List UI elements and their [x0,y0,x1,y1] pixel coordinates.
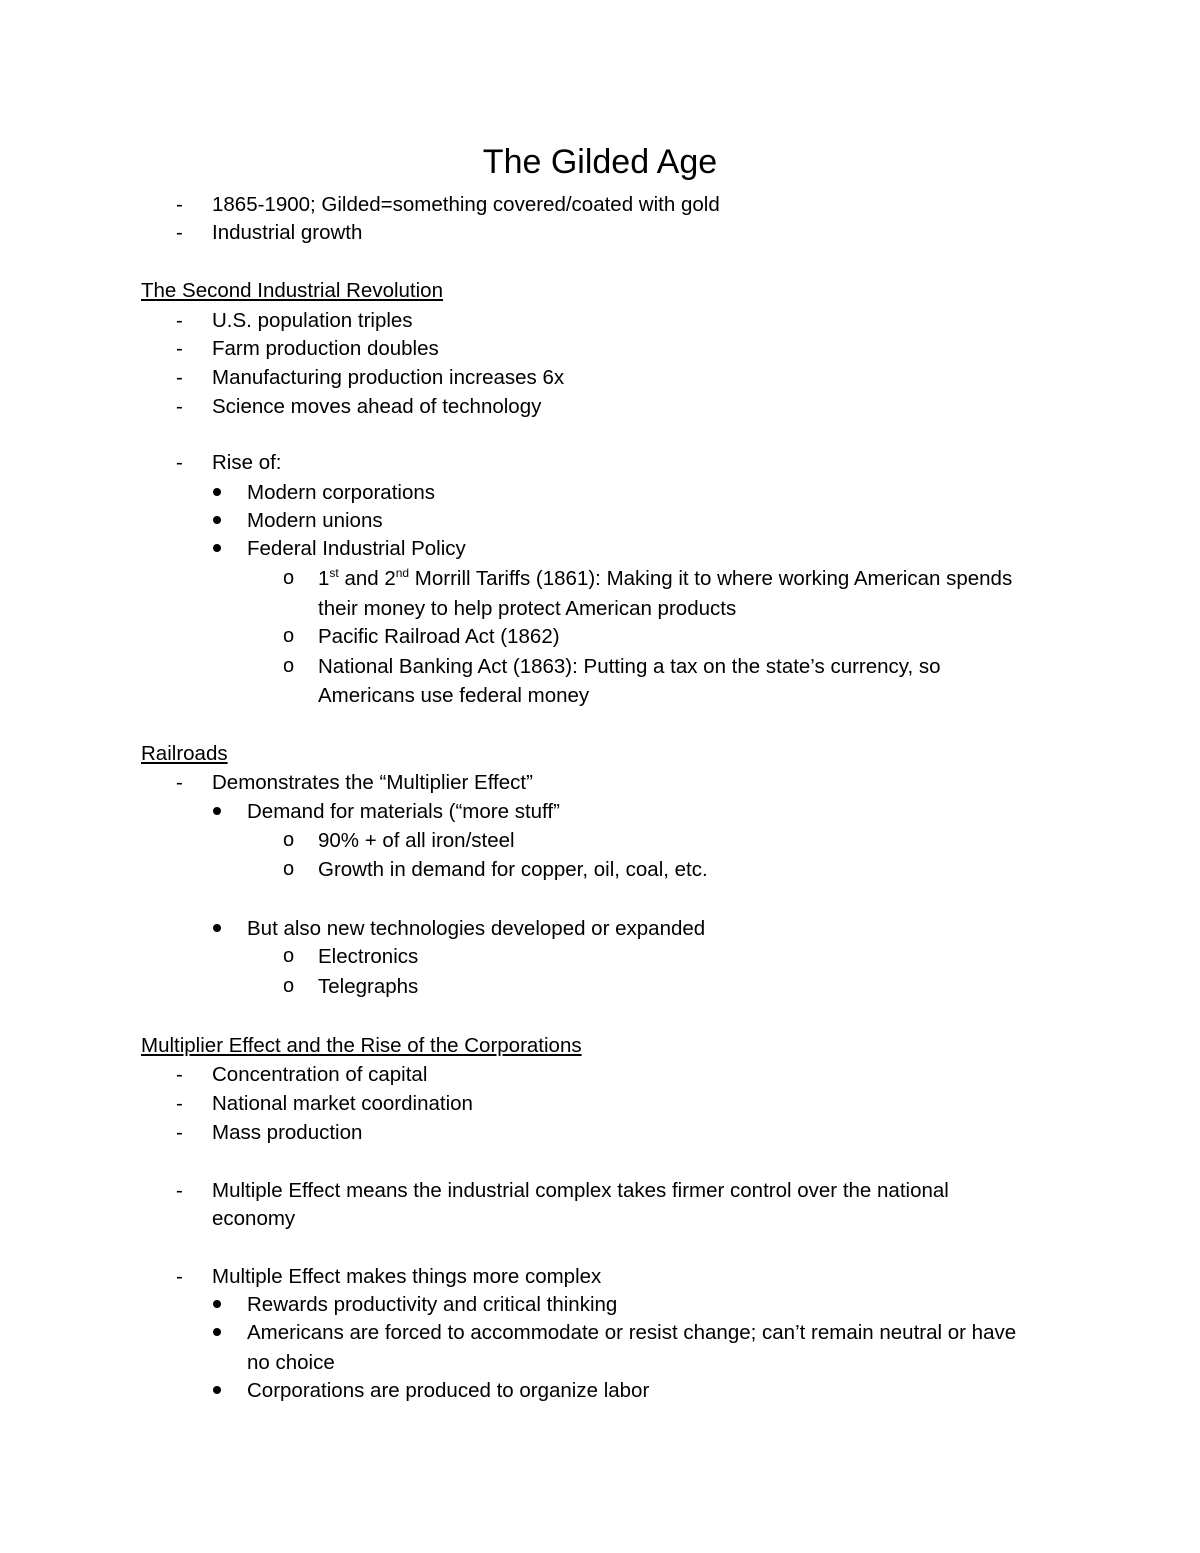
list-item-continuation: economy [212,1207,296,1230]
bullet-marker [213,544,221,552]
detail-item: 90% + of all iron/steel [318,829,515,852]
sub-item: Modern corporations [247,481,436,504]
dash-marker: - [176,309,183,332]
intro-item: Industrial growth [212,221,363,244]
policy-item: National Banking Act (1863): Putting a tax on the state’s currency, so [318,655,941,678]
circle-marker: o [283,829,295,851]
sub-item: Americans are forced to accommodate or resist change; can’t remain neutral or have [247,1321,1017,1344]
circle-marker: o [283,625,295,647]
list-item: U.S. population triples [212,309,413,332]
dash-marker: - [176,221,183,244]
section-heading: The Second Industrial Revolution [141,279,443,302]
detail-item: Telegraphs [318,975,419,998]
bullet-marker [213,1386,221,1394]
list-item: Multiple Effect means the industrial complex takes firmer control over the national [212,1179,949,1202]
page-title: The Gilded Age [482,143,718,181]
sub-item: Federal Industrial Policy [247,537,466,560]
circle-marker: o [283,945,295,967]
list-item: Demonstrates the “Multiplier Effect” [212,771,533,794]
section-heading: Railroads [141,742,228,765]
bullet-marker [213,1300,221,1308]
bullet-marker [213,924,221,932]
sub-item: Rewards productivity and critical thinking [247,1293,618,1316]
policy-item-continuation: their money to help protect American products [318,597,737,620]
circle-marker: o [283,975,295,997]
circle-marker: o [283,858,295,880]
list-item: Rise of: [212,451,282,474]
dash-marker: - [176,1179,183,1202]
bullet-marker [213,1328,221,1336]
ordinal: and 2 [338,567,396,590]
circle-marker: o [283,655,295,677]
dash-marker: - [176,337,183,360]
bullet-marker [213,807,221,815]
detail-item: Growth in demand for copper, oil, coal, etc. [318,858,708,881]
list-item: Multiple Effect makes things more complex [212,1265,602,1288]
intro-item: 1865-1900; Gilded=something covered/coated with gold [212,193,720,216]
list-item: Concentration of capital [212,1063,428,1086]
sub-item: Modern unions [247,509,383,532]
list-item: Mass production [212,1121,363,1144]
dash-marker: - [176,1265,183,1288]
ordinal-suffix: nd [395,566,410,581]
detail-item: Electronics [318,945,419,968]
policy-item-morrill [318,564,1012,593]
bullet-marker [213,516,221,524]
list-item: National market coordination [212,1092,473,1115]
sub-item: Demand for materials (“more stuff” [247,800,560,823]
list-item: Science moves ahead of technology [212,395,542,418]
dash-marker: - [176,451,183,474]
policy-item: Pacific Railroad Act (1862) [318,625,560,648]
circle-marker: o [283,567,295,589]
dash-marker: - [176,1063,183,1086]
policy-text: Morrill Tariffs (1861): Making it to where working American spends [409,567,1013,590]
policy-item-continuation: Americans use federal money [318,684,590,707]
dash-marker: - [176,366,183,389]
dash-marker: - [176,193,183,216]
dash-marker: - [176,1121,183,1144]
ordinal-suffix: st [329,566,339,581]
sub-item-continuation: no choice [247,1351,335,1374]
section-heading: Multiplier Effect and the Rise of the Corporations [141,1034,582,1057]
bullet-marker [213,488,221,496]
sub-item: Corporations are produced to organize labor [247,1379,650,1402]
sub-item: But also new technologies developed or expanded [247,917,706,940]
dash-marker: - [176,395,183,418]
dash-marker: - [176,1092,183,1115]
list-item: Farm production doubles [212,337,439,360]
dash-marker: - [176,771,183,794]
list-item: Manufacturing production increases 6x [212,366,565,389]
ordinal: 1 [318,567,330,590]
